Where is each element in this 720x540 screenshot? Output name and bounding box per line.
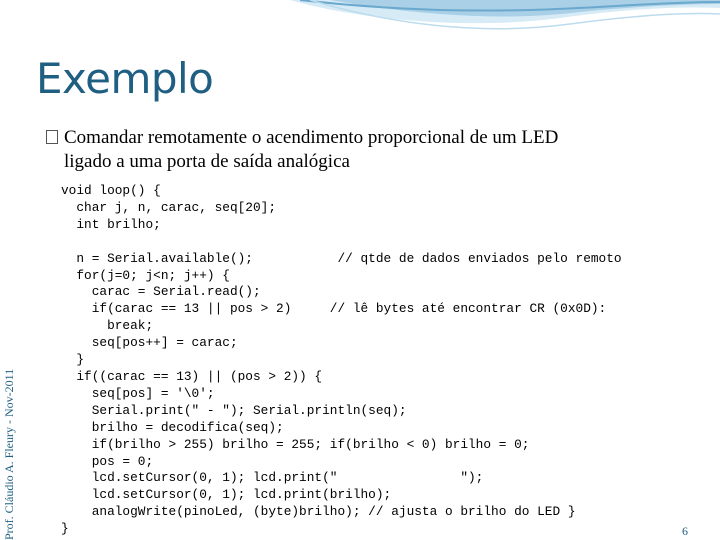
page-number: 6 (682, 524, 688, 538)
code-line: int brilho; (61, 216, 161, 232)
code-line: n = Serial.available(); // qtde de dados enviados pelo remoto (61, 250, 622, 266)
author-sidebar: Prof. Cláudio A. Fleury - Nov-2011 (2, 368, 16, 540)
code-line: brilho = decodifica(seq); (61, 419, 284, 435)
code-line: if((carac == 13) || (pos > 2)) { (61, 368, 323, 384)
code-line: if(carac == 13 || pos > 2) // lê bytes até encontrar CR (0x0D): (61, 301, 607, 317)
code-line: } (61, 521, 69, 537)
code-line: seq[pos++] = carac; (61, 335, 238, 351)
code-line: analogWrite(pinoLed, (byte)brilho); // ajusta o brilho do LED } (61, 504, 576, 520)
code-line: void loop() { (61, 183, 161, 198)
code-line: for(j=0; j<n; j++) { (61, 267, 230, 283)
code-line: break; (61, 318, 154, 334)
bullet-text-line2: ligado a uma porta de saída analógica (64, 151, 350, 172)
code-line: lcd.setCursor(0, 1); lcd.print(brilho); (61, 487, 392, 503)
code-line: seq[pos] = '\0'; (61, 385, 215, 401)
code-block (61, 183, 622, 538)
bullet-square-icon (46, 130, 58, 144)
code-line: Serial.print(" - "); Serial.println(seq); (61, 402, 407, 418)
code-line: } (61, 352, 85, 368)
header-wave-decoration (0, 0, 720, 60)
code-line: lcd.setCursor(0, 1); lcd.print(" "); (61, 470, 484, 486)
page-title: Exemplo (36, 54, 214, 103)
code-line: if(brilho > 255) brilho = 255; if(brilho < 0) brilho = 0; (61, 436, 530, 452)
code-line: carac = Serial.read(); (61, 284, 261, 300)
code-line: char j, n, carac, seq[20]; (61, 199, 277, 215)
code-line: pos = 0; (61, 453, 154, 469)
bullet-text-line1: Comandar remotamente o acendimento proporcional de um LED (64, 127, 559, 148)
